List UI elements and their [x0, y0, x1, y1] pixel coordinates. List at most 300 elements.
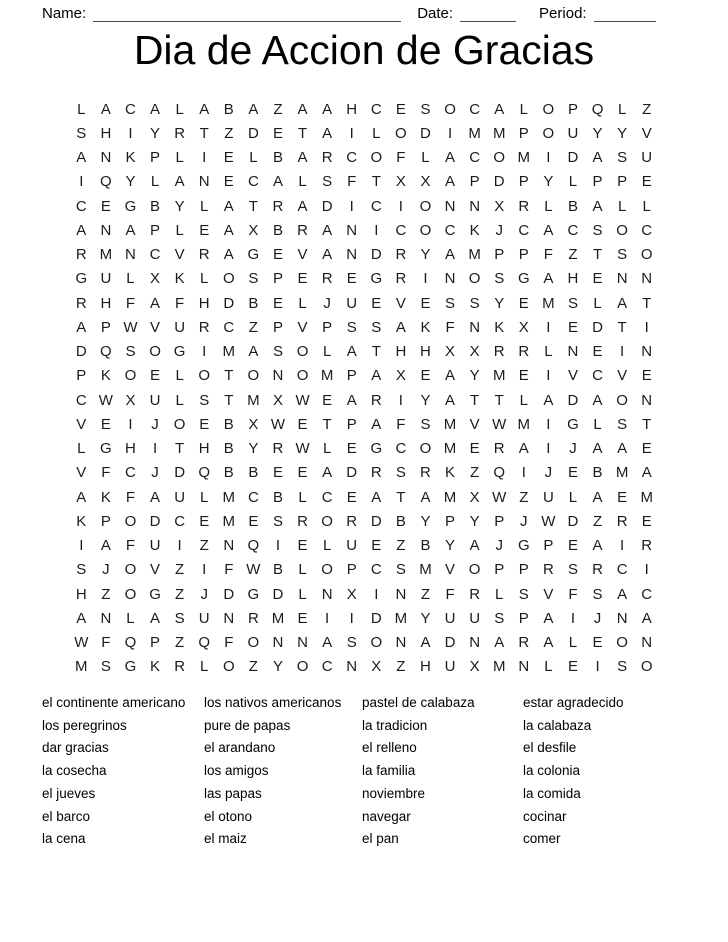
grid-letter: A: [445, 173, 456, 191]
grid-letter: I: [447, 124, 453, 142]
grid-letter: E: [346, 270, 357, 288]
grid-letter: P: [150, 149, 161, 167]
grid-letter: S: [567, 294, 578, 312]
grid-letter: C: [641, 221, 653, 239]
grid-letter: I: [644, 318, 649, 336]
grid-letter: Q: [247, 537, 260, 555]
grid-letter: H: [75, 585, 87, 603]
grid-letter: O: [542, 124, 555, 142]
grid-letter: A: [297, 197, 308, 215]
grid-letter: J: [520, 512, 528, 530]
period-label: Period:: [539, 5, 587, 22]
grid-letter: S: [445, 294, 456, 312]
grid-letter: P: [518, 173, 529, 191]
grid-letter: K: [125, 149, 136, 167]
grid-letter: M: [468, 124, 481, 142]
grid-letter: G: [370, 270, 383, 288]
grid-letter: L: [249, 149, 258, 167]
grid-letter: K: [174, 270, 185, 288]
grid-letter: C: [592, 367, 603, 385]
word-item: las papas: [204, 785, 262, 801]
grid-letter: P: [518, 124, 529, 142]
grid-letter: A: [346, 343, 357, 361]
grid-letter: P: [543, 537, 554, 555]
grid-letter: A: [371, 367, 382, 385]
grid-letter: Y: [543, 173, 554, 191]
grid-letter: R: [247, 609, 259, 627]
grid-letter: O: [296, 367, 309, 385]
grid-letter: Y: [617, 124, 628, 142]
grid-letter: U: [174, 488, 186, 506]
word-item: los peregrinos: [42, 717, 127, 733]
grid-letter: T: [470, 391, 480, 409]
word-item: la familia: [362, 763, 416, 779]
grid-letter: U: [149, 391, 161, 409]
grid-letter: N: [395, 585, 407, 603]
word-item: el maiz: [204, 831, 247, 847]
grid-letter: H: [198, 294, 210, 312]
grid-letter: S: [272, 512, 283, 530]
grid-letter: Z: [396, 658, 406, 676]
grid-letter: S: [125, 343, 136, 361]
grid-letter: D: [493, 173, 505, 191]
grid-letter: S: [420, 100, 431, 118]
grid-letter: C: [370, 100, 382, 118]
grid-letter: I: [128, 124, 133, 142]
grid-letter: I: [570, 609, 576, 627]
grid-letter: R: [395, 270, 407, 288]
grid-letter: F: [396, 149, 406, 167]
grid-letter: F: [568, 585, 578, 603]
grid-letter: S: [174, 609, 185, 627]
grid-letter: I: [620, 343, 625, 361]
grid-letter: V: [395, 294, 406, 312]
grid-letter: Z: [175, 585, 185, 603]
grid-letter: L: [544, 658, 553, 676]
grid-letter: A: [543, 634, 554, 652]
grid-letter: N: [395, 634, 407, 652]
grid-letter: C: [174, 512, 186, 530]
grid-letter: R: [272, 197, 284, 215]
grid-letter: E: [518, 367, 529, 385]
grid-letter: A: [592, 197, 603, 215]
grid-letter: C: [247, 173, 259, 191]
grid-letter: S: [518, 585, 529, 603]
grid-letter: S: [494, 609, 505, 627]
grid-letter: E: [100, 415, 111, 433]
grid-letter: J: [151, 464, 159, 482]
grid-letter: P: [76, 367, 87, 385]
grid-letter: I: [79, 537, 84, 555]
grid-letter: F: [396, 415, 406, 433]
grid-letter: T: [224, 391, 234, 409]
grid-letter: R: [395, 246, 407, 264]
grid-letter: O: [370, 149, 383, 167]
grid-letter: D: [592, 318, 603, 336]
grid-letter: S: [76, 124, 87, 142]
letter-grid: [69, 97, 659, 679]
word-item: la cosecha: [42, 763, 107, 779]
grid-letter: L: [77, 100, 86, 118]
grid-letter: Q: [100, 343, 112, 361]
grid-letter: J: [495, 537, 503, 555]
grid-letter: D: [567, 512, 579, 530]
grid-letter: L: [200, 197, 209, 215]
grid-letter: N: [444, 197, 456, 215]
grid-letter: B: [272, 221, 283, 239]
grid-letter: O: [296, 658, 309, 676]
grid-letter: O: [198, 367, 211, 385]
grid-letter: Y: [469, 512, 480, 530]
grid-letter: S: [100, 658, 111, 676]
grid-letter: H: [100, 124, 112, 142]
grid-letter: A: [346, 391, 357, 409]
grid-letter: L: [593, 415, 602, 433]
grid-letter: J: [151, 415, 159, 433]
grid-letter: E: [248, 512, 259, 530]
grid-letter: H: [100, 294, 112, 312]
grid-letter: K: [469, 221, 480, 239]
grid-letter: A: [248, 100, 259, 118]
grid-letter: L: [568, 488, 578, 506]
grid-letter: N: [100, 221, 112, 239]
grid-letter: L: [322, 343, 332, 361]
grid-letter: T: [248, 197, 258, 215]
grid-letter: M: [222, 343, 236, 361]
grid-letter: Z: [175, 634, 185, 652]
grid-letter: J: [544, 464, 553, 482]
grid-letter: O: [493, 149, 506, 167]
grid-letter: Z: [470, 464, 480, 482]
grid-letter: Y: [420, 609, 431, 627]
grid-letter: V: [641, 124, 652, 142]
grid-letter: A: [223, 197, 234, 215]
grid-letter: E: [272, 464, 283, 482]
grid-letter: U: [567, 124, 579, 142]
grid-letter: Q: [124, 634, 137, 652]
grid-letter: R: [174, 124, 186, 142]
grid-letter: B: [248, 464, 259, 482]
grid-letter: Y: [445, 537, 456, 555]
grid-letter: A: [297, 149, 308, 167]
grid-letter: L: [175, 391, 184, 409]
grid-letter: T: [175, 440, 185, 458]
grid-letter: P: [100, 318, 111, 336]
grid-letter: M: [247, 391, 260, 409]
grid-letter: N: [297, 634, 308, 652]
grid-letter: X: [420, 173, 431, 191]
grid-letter: M: [468, 246, 481, 264]
grid-letter: T: [322, 415, 332, 433]
grid-letter: Q: [198, 634, 211, 652]
grid-letter: A: [543, 609, 554, 627]
word-item: cocinar: [523, 808, 567, 824]
grid-letter: O: [321, 512, 333, 530]
grid-letter: E: [223, 149, 234, 167]
grid-letter: N: [223, 537, 235, 555]
grid-letter: Z: [592, 512, 603, 530]
grid-letter: R: [75, 294, 87, 312]
word-item: la tradicion: [362, 717, 428, 733]
grid-letter: M: [517, 149, 531, 167]
grid-letter: E: [346, 440, 357, 458]
grid-letter: K: [76, 512, 87, 530]
grid-letter: J: [323, 294, 331, 312]
grid-letter: C: [75, 391, 87, 409]
grid-letter: L: [568, 173, 578, 191]
grid-letter: M: [492, 367, 506, 385]
grid-letter: L: [421, 149, 430, 167]
grid-letter: L: [568, 634, 578, 652]
grid-letter: T: [297, 124, 308, 142]
grid-letter: O: [616, 221, 628, 239]
grid-letter: P: [518, 246, 529, 264]
grid-letter: I: [595, 658, 600, 676]
grid-letter: X: [494, 197, 505, 215]
grid-letter: O: [616, 391, 628, 409]
grid-letter: A: [76, 149, 87, 167]
grid-letter: X: [150, 270, 161, 288]
grid-letter: Z: [248, 658, 258, 676]
grid-letter: E: [272, 246, 283, 264]
grid-letter: G: [100, 440, 112, 458]
grid-letter: E: [199, 221, 210, 239]
grid-letter: N: [321, 585, 333, 603]
word-item: pure de papas: [204, 717, 291, 733]
grid-letter: G: [517, 537, 530, 555]
grid-letter: E: [420, 294, 431, 312]
grid-letter: K: [420, 318, 431, 336]
grid-letter: Z: [101, 585, 111, 603]
grid-letter: W: [541, 512, 556, 530]
word-item: estar agradecido: [523, 695, 624, 710]
grid-letter: R: [592, 561, 603, 579]
grid-letter: I: [546, 149, 551, 167]
grid-letter: E: [297, 464, 308, 482]
grid-letter: U: [641, 149, 653, 167]
grid-letter: R: [321, 149, 333, 167]
grid-letter: D: [272, 585, 284, 603]
grid-letter: P: [322, 318, 333, 336]
grid-letter: M: [517, 415, 531, 433]
grid-letter: V: [76, 415, 87, 433]
grid-letter: V: [174, 246, 185, 264]
grid-letter: A: [150, 609, 161, 627]
grid-letter: Z: [199, 537, 209, 555]
grid-letter: A: [150, 100, 161, 118]
grid-letter: U: [174, 318, 186, 336]
grid-letter: X: [272, 391, 283, 409]
grid-letter: P: [150, 221, 161, 239]
grid-letter: X: [371, 658, 382, 676]
grid-letter: Y: [469, 367, 480, 385]
grid-letter: V: [297, 318, 308, 336]
grid-letter: W: [246, 561, 261, 579]
grid-letter: F: [445, 585, 455, 603]
grid-letter: G: [370, 440, 383, 458]
grid-letter: N: [346, 246, 358, 264]
grid-letter: X: [395, 173, 406, 191]
grid-letter: U: [346, 294, 358, 312]
grid-letter: R: [518, 343, 530, 361]
grid-letter: A: [445, 149, 456, 167]
grid-letter: C: [469, 149, 481, 167]
grid-letter: A: [174, 173, 185, 191]
grid-letter: Z: [642, 100, 652, 118]
grid-letter: L: [544, 343, 553, 361]
word-list-column: [42, 692, 204, 851]
grid-letter: B: [420, 537, 431, 555]
grid-letter: C: [370, 197, 382, 215]
grid-letter: K: [100, 488, 111, 506]
grid-letter: I: [79, 173, 84, 191]
grid-letter: P: [494, 512, 505, 530]
grid-letter: C: [616, 561, 628, 579]
grid-letter: S: [371, 318, 382, 336]
grid-letter: S: [617, 149, 628, 167]
grid-letter: C: [149, 246, 161, 264]
grid-letter: N: [616, 270, 628, 288]
grid-letter: Y: [420, 512, 431, 530]
grid-letter: L: [200, 658, 209, 676]
grid-letter: P: [469, 173, 480, 191]
grid-letter: E: [641, 512, 652, 530]
grid-letter: I: [546, 318, 551, 336]
grid-letter: L: [617, 197, 627, 215]
grid-letter: O: [222, 270, 235, 288]
grid-letter: O: [444, 100, 456, 118]
grid-letter: B: [223, 100, 234, 118]
grid-letter: M: [222, 512, 236, 530]
grid-letter: O: [370, 634, 383, 652]
grid-letter: X: [125, 391, 136, 409]
grid-letter: V: [297, 246, 308, 264]
word-list-column: [523, 692, 683, 851]
grid-letter: E: [617, 488, 628, 506]
grid-letter: O: [395, 124, 407, 142]
grid-letter: V: [150, 561, 161, 579]
grid-letter: N: [567, 343, 579, 361]
grid-letter: A: [445, 367, 456, 385]
grid-letter: J: [593, 609, 602, 627]
grid-letter: T: [371, 343, 381, 361]
grid-letter: U: [149, 537, 161, 555]
grid-letter: I: [620, 537, 625, 555]
grid-letter: E: [199, 415, 210, 433]
grid-letter: D: [370, 512, 382, 530]
grid-letter: U: [444, 609, 456, 627]
grid-letter: X: [248, 415, 259, 433]
grid-letter: I: [644, 561, 649, 579]
grid-letter: N: [198, 173, 210, 191]
grid-letter: L: [322, 537, 332, 555]
grid-letter: E: [297, 270, 308, 288]
grid-letter: E: [297, 415, 308, 433]
grid-letter: A: [248, 343, 259, 361]
grid-letter: A: [322, 464, 333, 482]
grid-letter: E: [272, 294, 283, 312]
grid-letter: A: [223, 246, 234, 264]
grid-letter: A: [322, 100, 333, 118]
grid-letter: A: [76, 488, 87, 506]
grid-letter: S: [592, 221, 603, 239]
grid-letter: Z: [420, 585, 431, 603]
grid-letter: A: [543, 391, 554, 409]
grid-letter: S: [592, 585, 603, 603]
grid-letter: M: [75, 658, 88, 676]
grid-letter: A: [322, 221, 333, 239]
grid-letter: T: [371, 173, 381, 191]
grid-letter: P: [567, 100, 578, 118]
grid-letter: E: [395, 100, 406, 118]
grid-letter: K: [445, 464, 456, 482]
grid-letter: D: [370, 609, 382, 627]
grid-letter: O: [296, 343, 309, 361]
grid-letter: S: [395, 464, 406, 482]
grid-letter: D: [223, 294, 235, 312]
grid-letter: L: [298, 488, 307, 506]
grid-letter: W: [295, 440, 310, 458]
grid-letter: I: [423, 270, 428, 288]
grid-letter: C: [444, 221, 456, 239]
grid-letter: L: [495, 585, 504, 603]
grid-letter: P: [518, 561, 529, 579]
word-item: navegar: [362, 808, 411, 824]
grid-letter: N: [641, 391, 653, 409]
grid-letter: X: [445, 343, 456, 361]
word-list: [42, 692, 683, 851]
grid-letter: I: [152, 440, 158, 458]
grid-letter: T: [396, 488, 406, 506]
grid-letter: W: [98, 391, 113, 409]
grid-letter: A: [199, 100, 210, 118]
word-item: pastel de calabaza: [362, 695, 475, 710]
grid-letter: E: [199, 512, 210, 530]
word-item: dar gracias: [42, 740, 109, 756]
grid-letter: V: [469, 415, 480, 433]
grid-letter: A: [100, 537, 111, 555]
grid-letter: V: [76, 464, 87, 482]
grid-letter: C: [125, 464, 136, 482]
grid-letter: V: [543, 585, 554, 603]
grid-letter: D: [444, 634, 456, 652]
grid-letter: Z: [224, 124, 234, 142]
grid-letter: S: [567, 561, 578, 579]
grid-letter: X: [395, 367, 406, 385]
grid-letter: L: [322, 440, 332, 458]
grid-letter: B: [272, 149, 283, 167]
grid-letter: R: [493, 440, 505, 458]
grid-letter: I: [349, 609, 354, 627]
grid-letter: A: [445, 391, 456, 409]
grid-letter: Y: [494, 294, 505, 312]
grid-letter: F: [125, 537, 136, 555]
grid-letter: M: [99, 246, 113, 264]
grid-letter: A: [592, 391, 603, 409]
grid-letter: I: [546, 367, 551, 385]
grid-letter: C: [321, 658, 333, 676]
grid-letter: I: [202, 561, 207, 579]
grid-letter: R: [518, 197, 530, 215]
grid-letter: N: [518, 658, 530, 676]
grid-letter: I: [374, 585, 379, 603]
grid-letter: P: [445, 512, 456, 530]
grid-letter: G: [247, 585, 260, 603]
grid-letter: A: [395, 318, 406, 336]
grid-letter: E: [641, 173, 652, 191]
grid-letter: A: [76, 318, 87, 336]
grid-letter: D: [174, 464, 186, 482]
